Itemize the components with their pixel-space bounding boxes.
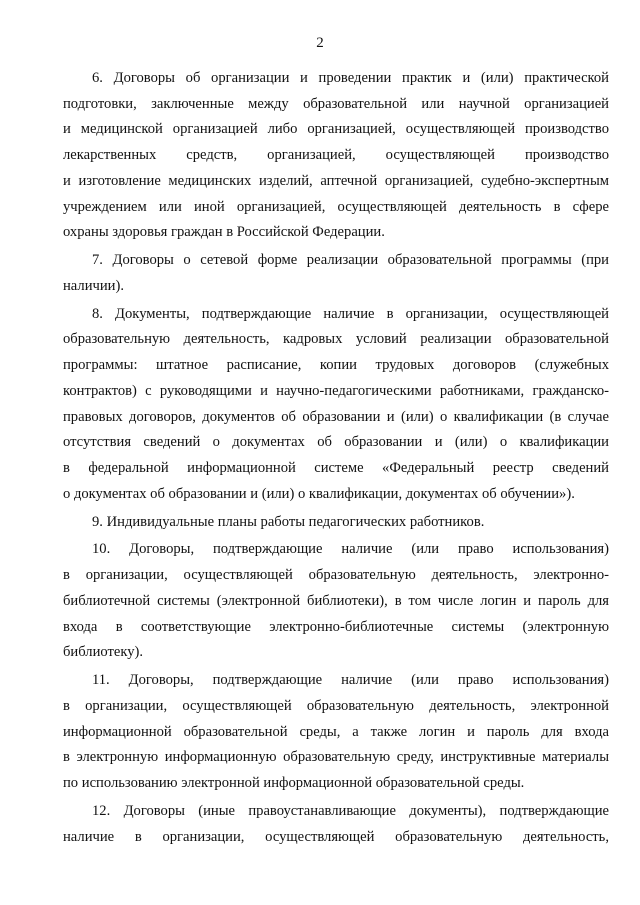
paragraph — [63, 799, 609, 850]
text-line: 7. Договоры о сетевой форме реализации образовательной программы (при — [92, 252, 609, 269]
text-line: 8. Документы, подтверждающие наличие в организации, осуществляющей — [92, 305, 609, 322]
text-line: образовательную деятельность, кадровых условий реализации образовательной — [63, 331, 609, 348]
text-line: в организации, осуществляющей образовательную деятельность, электронной — [63, 697, 609, 714]
text-line: 11. Договоры, подтверждающие наличие (или право использования) — [92, 672, 609, 689]
text-line: отсутствия сведений о документах об образовании и (или) о квалификации — [63, 434, 609, 451]
text-line: и изготовление медицинских изделий, аптечной организацией, судебно-экспертным — [63, 172, 609, 189]
text-line: в электронную информационную образовательную среду, инструктивные материалы — [63, 749, 609, 766]
text-line: и медицинской организацией либо организацией, осуществляющей производство — [63, 121, 609, 138]
text-line: учреждением или иной организацией, осуществляющей деятельность в сфере — [63, 198, 609, 215]
text-line: библиотечной системы (электронной библиотеки), в том числе логин и пароль для — [63, 592, 609, 609]
text-line: наличии). — [63, 277, 124, 294]
text-line: 10. Договоры, подтверждающие наличие (или право использования) — [92, 541, 609, 558]
paragraph — [63, 510, 609, 536]
text-line: программы: штатное расписание, копии трудовых договоров (служебных — [63, 357, 609, 374]
text-line: 12. Договоры (иные правоустанавливающие документы), подтверждающие — [92, 802, 609, 819]
text-line: 9. Индивидуальные планы работы педагогических работников. — [92, 513, 485, 530]
text-line: лекарственных средств, организацией, осуществляющей производство — [63, 147, 609, 164]
paragraph — [63, 248, 609, 299]
paragraph — [63, 668, 609, 797]
paragraph — [63, 66, 609, 246]
text-line: входа в соответствующие электронно-библиотечные системы (электронную — [63, 618, 609, 635]
page-number: 2 — [316, 35, 324, 51]
text-line: по использованию электронной информационной образовательной среды. — [63, 774, 525, 791]
text-line: в федеральной информационной системе «Федеральный реестр сведений — [63, 459, 609, 476]
text-line: 6. Договоры об организации и проведении практик и (или) практической — [92, 70, 609, 86]
paragraph — [63, 537, 609, 666]
document-body — [63, 66, 609, 852]
text-line: охраны здоровья граждан в Российской Федерации. — [63, 224, 385, 241]
text-line: правовых договоров, документов об образовании и (или) о квалификации (в случае — [63, 408, 609, 425]
text-line: в организации, осуществляющей образовательную деятельность, электронно- — [63, 567, 609, 584]
text-line: о документах об образовании и (или) о квалификации, документах об обучении»). — [63, 485, 575, 502]
text-line: подготовки, заключенные между образовательной или научной организацией — [63, 95, 609, 112]
paragraph — [63, 302, 609, 508]
text-line: информационной образовательной среды, а также логин и пароль для входа — [63, 723, 609, 740]
text-line: наличие в организации, осуществляющей образовательную деятельность, — [63, 828, 609, 845]
text-line: контрактов) с руководящими и научно-педагогическими работниками, гражданско- — [63, 382, 609, 399]
text-line: библиотеку). — [63, 644, 144, 661]
